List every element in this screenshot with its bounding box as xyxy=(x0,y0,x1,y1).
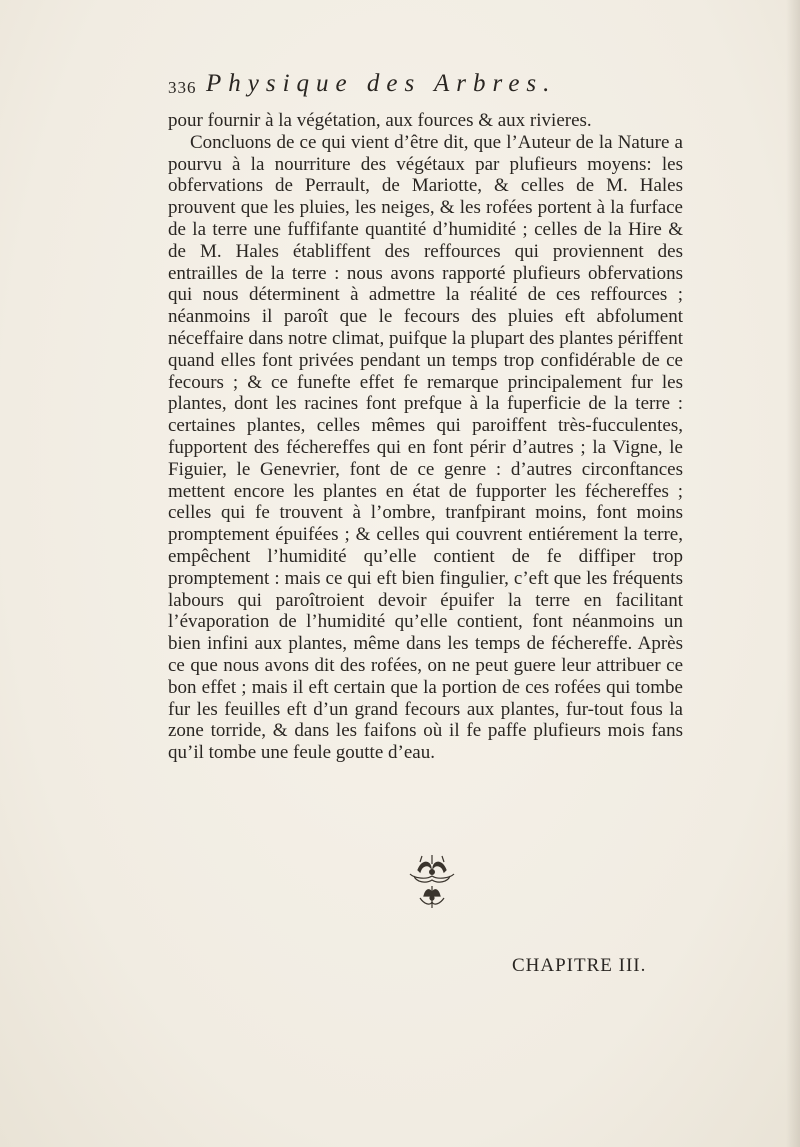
running-head xyxy=(168,70,688,104)
running-title: Physique des Arbres. xyxy=(206,70,557,97)
page-edge-shadow xyxy=(786,0,800,1147)
body-text xyxy=(168,110,683,764)
paragraph-main: Concluons de ce qui vient d’être dit, que l’Auteur de la Nature a pourvu à la nourriture des végétaux par plufieurs moyens: les obfervations de Perrault, de Mariotte, & celles de M. Hales prouvent que les pluies, les neiges, & les rofées portent à la furface de la terre une fuffifante quantité d’humidité ; celles de la Hire & de M. Hales établiffent des reffources qui proviennent des entrailles de la terre : nous avons rapporté plufieurs obfervations qui nous déterminent à admettre la réalité de ces reffources ; néanmoins il paroît que le fecours des pluies eft abfolument néceffaire dans notre climat, puifque la plupart des plantes périffent quand elles font privées pendant un temps trop confidérable de ce fecours ; & ce funefte effet fe remarque principalement fur les plantes, dont les racines font prefque à la fuperficie de la terre : certaines plantes, celles mêmes qui paroiffent très-fucculentes, fupportent des féchereffes qui en font périr d’autres ; la Vigne, le Figuier, le Genevrier, font de ce genre : d’autres circonftances mettent encore les plantes en état de fupporter les féchereffes ; celles qui fe trouvent à l’ombre, tranfpirant moins, font moins promptement épuifées ; & celles qui couvrent entiérement la terre, empêchent l’humidité qu’elle contient de fe diffiper trop promptement : mais ce qui eft bien fingulier, c’eft que les fréquents labours qui paroîtroient devoir épuifer la terre en facilitant l’évaporation de l’humidité qu’elle contient, font néanmoins un bien infini aux plantes, même dans les temps de féchereffe. Après ce que nous avons dit des rofées, on ne peut guere leur attribuer ce bon effet ; mais il eft certain que la portion de ces rofées qui tombe fur les feuilles eft d’un grand fecours aux plantes, fur-tout fous la zone torride, & dans les faifons où il fe paffe plufieurs mois fans qu’il tombe une feule goutte d’eau. xyxy=(168,131,683,764)
paragraph-continuation: pour fournir à la végétation, aux fources & aux rivieres. xyxy=(168,110,592,131)
fleuron-icon xyxy=(400,852,464,912)
next-chapter-heading: CHAPITRE III. xyxy=(512,955,647,976)
page-number: 336 xyxy=(168,78,197,97)
